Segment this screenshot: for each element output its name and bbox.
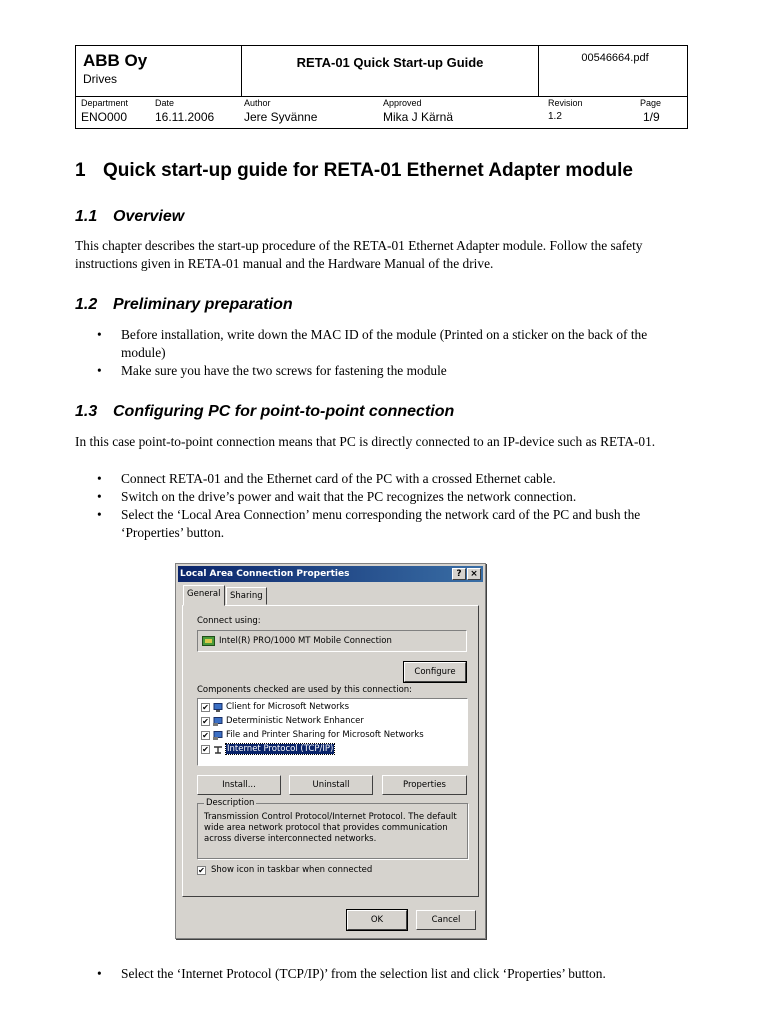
component-checkbox[interactable]: ✔ <box>202 731 209 740</box>
department-label: Department <box>81 98 129 108</box>
tab-general[interactable]: General <box>183 585 225 606</box>
document-title: RETA-01 Quick Start-up Guide <box>296 55 484 70</box>
description-group <box>197 798 468 859</box>
network-service-icon <box>213 731 223 740</box>
network-service-icon <box>213 717 223 726</box>
approved-label: Approved <box>383 98 422 108</box>
preliminary-heading <box>75 296 293 314</box>
component-item[interactable]: Deterministic Network Enhancer <box>226 716 364 726</box>
preliminary-number: 1.2 <box>75 296 98 313</box>
department-value: ENO000 <box>81 110 128 124</box>
page-label: Page <box>640 98 662 108</box>
overview-paragraph: This chapter describes the start-up procedure of the RETA-01 Ethernet Adapter module. Follow the safety instructions given in RETA-01 manual and the Hardware Manual of the drive. <box>75 238 643 271</box>
configure-button[interactable]: Configure <box>404 662 466 682</box>
component-checkbox[interactable]: ✔ <box>202 745 209 754</box>
cancel-button[interactable]: Cancel <box>416 910 476 930</box>
overview-number: 1.1 <box>75 208 98 225</box>
section-number: 1 <box>75 160 86 181</box>
company-name: ABB Oy <box>83 51 148 70</box>
help-button[interactable]: ? <box>452 568 466 580</box>
dialog-title: Local Area Connection Properties <box>180 569 350 579</box>
list-item: • Select the ‘Internet Protocol (TCP/IP)’ from the selection list and click ‘Properties’ button. <box>75 965 695 983</box>
general-tab-panel <box>182 605 479 897</box>
list-item: • Connect RETA-01 and the Ethernet card of the PC with a crossed Ethernet cable. <box>75 470 695 488</box>
date-label: Date <box>155 98 175 108</box>
list-item: • Make sure you have the two screws for fastening the module <box>75 362 695 380</box>
configuring-title: Configuring PC for point-to-point connection <box>113 403 455 420</box>
author-value: Jere Syvänne <box>244 110 318 124</box>
components-list <box>197 698 468 766</box>
tab-sharing[interactable]: Sharing <box>226 587 267 605</box>
component-checkbox[interactable]: ✔ <box>202 717 209 726</box>
configuring-heading <box>75 403 454 421</box>
configuring-list <box>75 470 695 542</box>
network-client-icon <box>213 703 223 712</box>
division-name: Drives <box>83 72 118 86</box>
component-item[interactable]: Client for Microsoft Networks <box>226 702 350 712</box>
close-button[interactable]: × <box>467 568 481 580</box>
list-item: • Select the ‘Local Area Connection’ menu corresponding the network card of the PC and bush the ‘Properties’ button. <box>75 506 695 542</box>
install-button[interactable]: Install... <box>197 775 281 795</box>
overview-heading <box>75 208 184 226</box>
list-item: • Before installation, write down the MAC ID of the module (Printed on a sticker on the back of the module) <box>75 326 695 362</box>
show-icon-label[interactable]: Show icon in taskbar when connected <box>211 865 373 875</box>
header-divider <box>76 96 687 97</box>
preliminary-list <box>75 326 695 380</box>
ok-button[interactable]: OK <box>347 910 407 930</box>
document-file: 00546664.pdf <box>581 52 649 64</box>
adapter-name: Intel(R) PRO/1000 MT Mobile Connection <box>219 636 392 646</box>
protocol-icon <box>213 745 223 754</box>
author-label: Author <box>244 98 271 108</box>
configuring-number: 1.3 <box>75 403 98 420</box>
approved-value: Mika J Kärnä <box>383 110 454 124</box>
dialog-titlebar <box>178 566 483 582</box>
overview-title: Overview <box>113 208 185 225</box>
show-icon-checkbox[interactable]: ✔ <box>198 866 205 875</box>
component-item[interactable]: File and Printer Sharing for Microsoft Networks <box>226 730 424 740</box>
page-value: 1/9 <box>643 110 660 124</box>
final-list <box>75 965 695 983</box>
components-label: Components checked are used by this connection: <box>197 685 413 695</box>
component-checkbox[interactable]: ✔ <box>202 703 209 712</box>
date-value: 16.11.2006 <box>155 110 215 124</box>
header-divider <box>241 46 242 96</box>
network-adapter-icon <box>202 636 215 646</box>
section-heading <box>75 160 633 182</box>
description-text: Transmission Control Protocol/Internet Protocol. The default wide area network protocol that provides communication across diverse interconnected networks. <box>204 812 457 844</box>
connect-using-label: Connect using: <box>197 616 261 626</box>
header-divider <box>538 46 539 96</box>
properties-button[interactable]: Properties <box>382 775 467 795</box>
preliminary-title: Preliminary preparation <box>113 296 293 313</box>
uninstall-button[interactable]: Uninstall <box>289 775 373 795</box>
component-item-selected[interactable]: Internet Protocol (TCP/IP) <box>227 744 334 754</box>
revision-value: 1.2 <box>548 111 562 122</box>
adapter-field <box>197 630 467 652</box>
list-item: • Switch on the drive’s power and wait that the PC recognizes the network connection. <box>75 488 695 506</box>
description-label: Description <box>206 798 255 808</box>
local-area-connection-dialog <box>175 563 486 939</box>
document-header <box>75 45 688 129</box>
configuring-paragraph: In this case point-to-point connection means that PC is directly connected to an IP-device such as RETA-01. <box>75 434 656 449</box>
revision-label: Revision <box>548 98 583 108</box>
section-title: Quick start-up guide for RETA-01 Ethernet Adapter module <box>103 160 633 181</box>
